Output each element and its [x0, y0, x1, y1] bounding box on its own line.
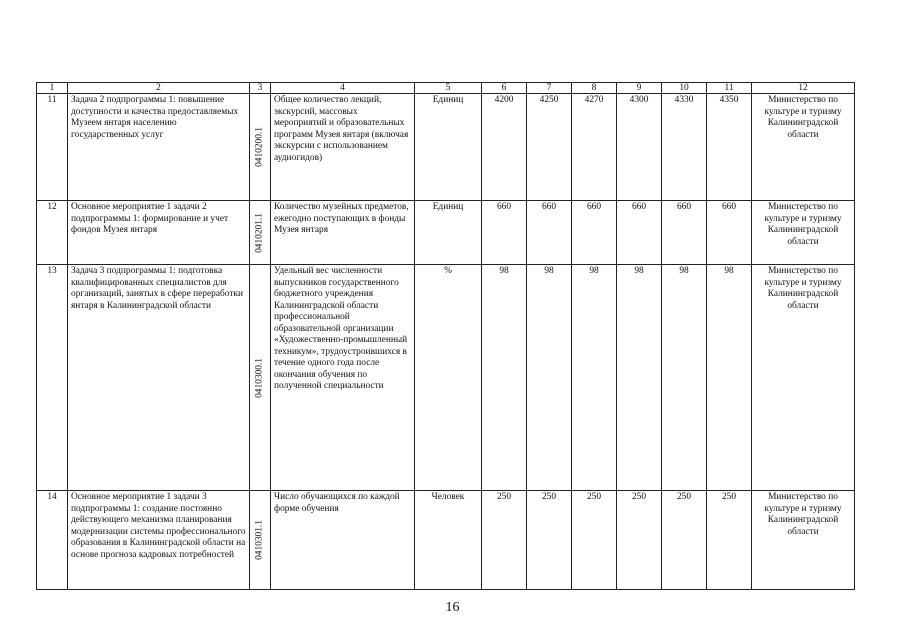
- budget-code: 0410301.1: [254, 520, 265, 560]
- value-year-6: 4350: [707, 94, 752, 201]
- value-year-4: 98: [617, 265, 662, 491]
- row-number: 13: [37, 265, 68, 491]
- value-year-6: 98: [707, 265, 752, 491]
- column-number: 4: [271, 83, 415, 94]
- budget-code: 0410201.1: [254, 212, 265, 253]
- column-number: 2: [68, 83, 250, 94]
- responsible-ministry: Министерство по культуре и туризму Калининградской области: [752, 491, 855, 590]
- value-year-1: 4200: [482, 94, 527, 201]
- responsible-ministry: Министерство по культуре и туризму Калининградской области: [752, 265, 855, 491]
- row-number: 11: [37, 94, 68, 201]
- budget-code: 0410200.1: [254, 127, 265, 167]
- value-year-5: 98: [662, 265, 707, 491]
- table-row: [37, 491, 855, 590]
- task-description: Задача 2 подпрограммы 1: повышение доступности и качества предоставляемых Музеем янтаря населению государственных услуг: [68, 94, 250, 201]
- indicator-name: Удельный вес численности выпускников государственного бюджетного учреждения Калининградской области профессиональной образовательной организации «Художественно-промышленный техникум», трудоустроившихся в течение одного года после окончания обучения по полученной специальности: [271, 265, 415, 491]
- column-number: 6: [482, 83, 527, 94]
- unit: %: [415, 265, 482, 491]
- program-indicators-table: [36, 82, 855, 590]
- column-number: 10: [662, 83, 707, 94]
- column-number: 8: [572, 83, 617, 94]
- value-year-1: 660: [482, 201, 527, 265]
- value-year-2: 98: [527, 265, 572, 491]
- indicator-name: Количество музейных предметов, ежегодно поступающих в фонды Музея янтаря: [271, 201, 415, 265]
- value-year-1: 98: [482, 265, 527, 491]
- column-number: 3: [250, 83, 271, 94]
- value-year-2: 250: [527, 491, 572, 590]
- value-year-3: 4270: [572, 94, 617, 201]
- table-row: [37, 201, 855, 265]
- value-year-1: 250: [482, 491, 527, 590]
- unit: Единиц: [415, 94, 482, 201]
- code-cell: [250, 94, 271, 201]
- value-year-5: 4330: [662, 94, 707, 201]
- column-number: 11: [707, 83, 752, 94]
- value-year-6: 250: [707, 491, 752, 590]
- unit: Человек: [415, 491, 482, 590]
- value-year-4: 660: [617, 201, 662, 265]
- column-number: 9: [617, 83, 662, 94]
- task-description: Задача 3 подпрограммы 1: подготовка квалифицированных специалистов для организаций, занятых в сфере переработки янтаря в Калининградской области: [68, 265, 250, 491]
- table-row: [37, 265, 855, 491]
- code-cell: [250, 491, 271, 590]
- value-year-4: 4300: [617, 94, 662, 201]
- page-number: 16: [445, 600, 460, 615]
- value-year-4: 250: [617, 491, 662, 590]
- column-number: 12: [752, 83, 855, 94]
- column-number: 7: [527, 83, 572, 94]
- code-cell: [250, 201, 271, 265]
- value-year-5: 660: [662, 201, 707, 265]
- value-year-5: 250: [662, 491, 707, 590]
- value-year-6: 660: [707, 201, 752, 265]
- value-year-2: 4250: [527, 94, 572, 201]
- code-cell: [250, 265, 271, 491]
- unit: Единиц: [415, 201, 482, 265]
- value-year-3: 250: [572, 491, 617, 590]
- value-year-2: 660: [527, 201, 572, 265]
- row-number: 12: [37, 201, 68, 265]
- column-number: 1: [37, 83, 68, 94]
- indicator-name: Число обучающихся по каждой форме обучения: [271, 491, 415, 590]
- task-description: Основное мероприятие 1 задачи 3 подпрограммы 1: создание постоянно действующего механизма планирования модернизации системы профессионального образования в Калининградской области на основе прогноза кадровых потребностей: [68, 491, 250, 590]
- value-year-3: 660: [572, 201, 617, 265]
- column-number-row: [37, 83, 855, 94]
- column-number: 5: [415, 83, 482, 94]
- responsible-ministry: Министерство по культуре и туризму Калининградской области: [752, 94, 855, 201]
- table-row: [37, 94, 855, 201]
- row-number: 14: [37, 491, 68, 590]
- indicator-name: Общее количество лекций, экскурсий, массовых мероприятий и образовательных программ Музея янтаря (включая экскурсии с использованием аудиогидов): [271, 94, 415, 201]
- responsible-ministry: Министерство по культуре и туризму Калининградской области: [752, 201, 855, 265]
- task-description: Основное мероприятие 1 задачи 2 подпрограммы 1: формирование и учет фондов Музея янтаря: [68, 201, 250, 265]
- budget-code: 0410300.1: [254, 357, 265, 398]
- value-year-3: 98: [572, 265, 617, 491]
